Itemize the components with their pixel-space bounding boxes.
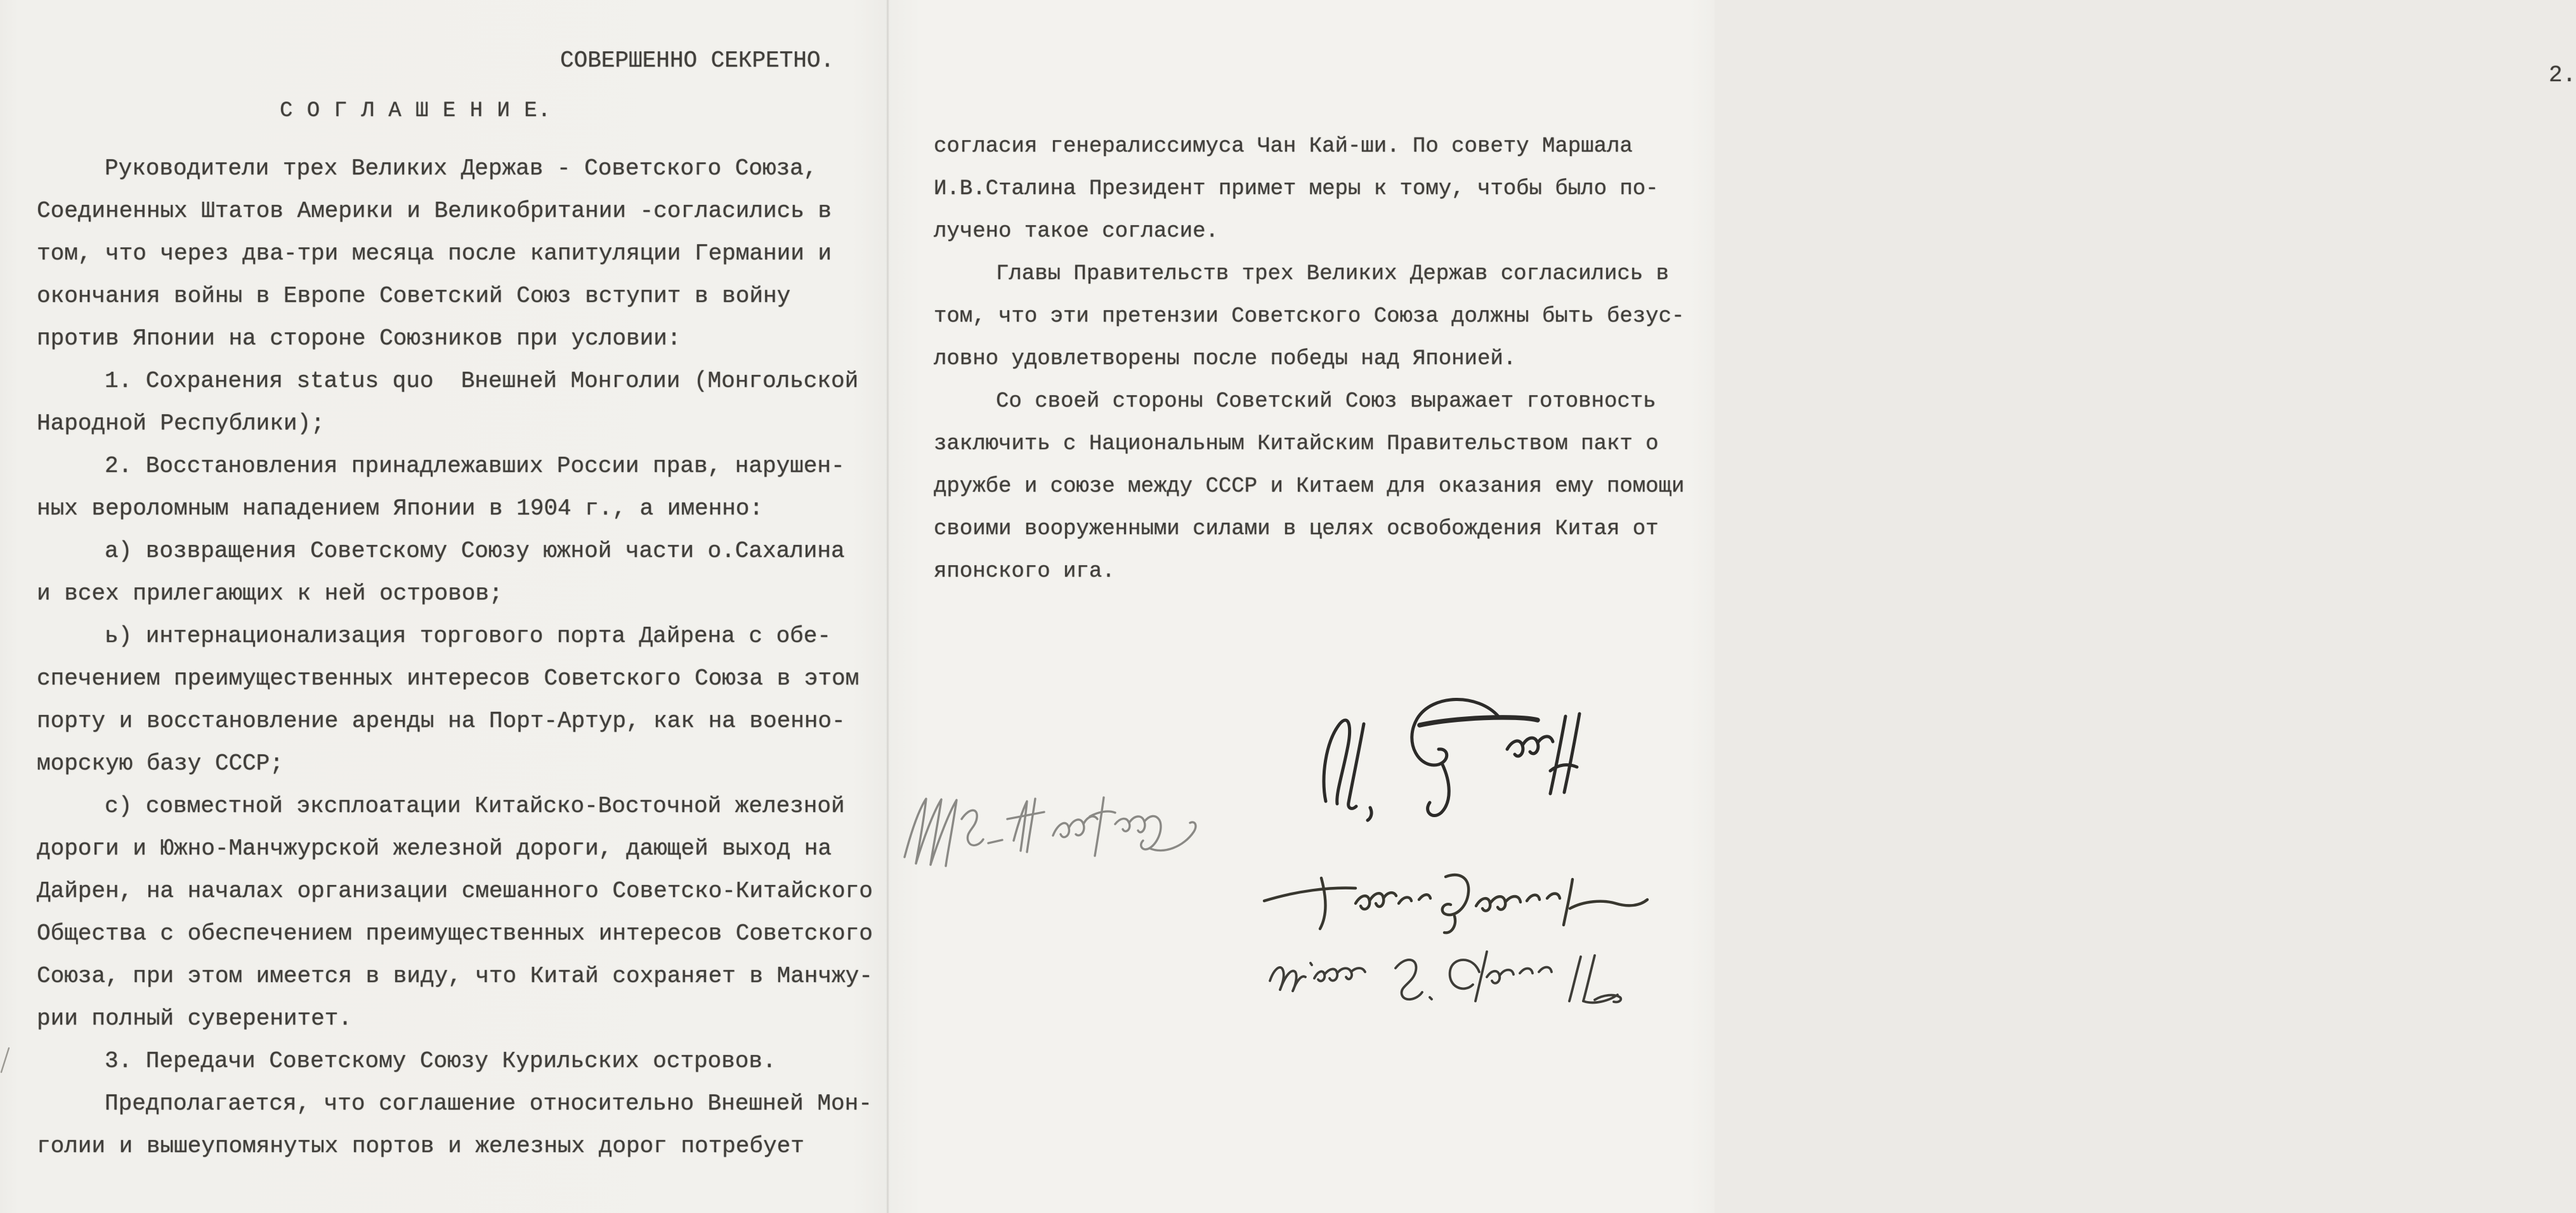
- text-line: Дайрен, на началах организации смешанного Советско-Китайского: [37, 878, 873, 904]
- text-line: 2. Восстановления принадлежавших России прав, нарушен-: [105, 453, 845, 479]
- text-line: с) совместной эксплоатации Китайско-Восточной железной: [105, 793, 845, 819]
- text-line: дороги и Южно-Манчжурской железной дороги, дающей выход на: [37, 836, 832, 862]
- text-line: окончания войны в Европе Советский Союз вступит в войну: [37, 283, 791, 309]
- text-line: том, что через два-три месяца после капитуляции Германии и: [37, 240, 832, 266]
- text-line: своими вооруженными силами в целях освобождения Китая от: [934, 517, 1659, 541]
- stalin-signature: [1308, 688, 1597, 850]
- text-line: Соединенных Штатов Америки и Великобритании -согласились в: [37, 198, 832, 224]
- text-line: ных вероломным нападением Японии в 1904 г., а именно:: [37, 495, 763, 521]
- text-line: а) возвращения Советскому Союзу южной части о.Сахалина: [105, 538, 845, 564]
- text-line: И.В.Сталина Президент примет меры к тому, чтобы было по-: [934, 177, 1659, 201]
- page-number: 2.: [2549, 62, 2576, 88]
- text-line: Со своей стороны Советский Союз выражает готовность: [996, 390, 1656, 414]
- roosevelt-signature: [1259, 869, 1659, 942]
- edge-pencil-mark: [0, 1044, 13, 1075]
- churchill-signature: [1262, 938, 1662, 1014]
- text-line: том, что эти претензии Советского Союза должны быть безус-: [934, 305, 1685, 329]
- text-line: дружбе и союзе между СССР и Китаем для оказания ему помощи: [934, 475, 1685, 499]
- text-line: голии и вышеупомянутых портов и железных дорог потребует: [37, 1133, 804, 1159]
- page-2: [888, 0, 2576, 1213]
- page-seam: [886, 0, 889, 1213]
- text-line: Руководители трех Великих Держав - Советского Союза,: [105, 155, 818, 181]
- page-1: [0, 0, 888, 1213]
- text-line: порту и восстановление аренды на Порт-Артур, как на военно-: [37, 708, 846, 734]
- text-line: ловно удовлетворены после победы над Японией.: [934, 347, 1517, 371]
- text-line: лучено такое согласие.: [934, 220, 1219, 244]
- text-line: 3. Передачи Советскому Союзу Курильских островов.: [105, 1048, 776, 1074]
- text-line: Предполагается, что соглашение относительно Внешней Мон-: [105, 1091, 872, 1117]
- text-line: Народной Республики);: [37, 410, 325, 436]
- text-line: японского ига.: [934, 560, 1115, 584]
- text-line: морскую базу СССР;: [37, 751, 284, 777]
- text-line: против Японии на стороне Союзников при условии:: [37, 325, 681, 351]
- text-line: 1. Сохранения status quo Внешней Монголии (Монгольской: [105, 368, 859, 394]
- text-line: и всех прилегающих к ней островов;: [37, 580, 503, 606]
- text-line: ь) интернационализация торгового порта Дайрена с обе-: [105, 623, 831, 649]
- text-line: спечением преимущественных интересов Советского Союза в этом: [37, 666, 860, 692]
- document-title: С О Г Л А Ш Е Н И Е.: [280, 99, 552, 123]
- text-line: заключить с Национальным Китайским Правительством пакт о: [934, 432, 1659, 456]
- text-line: Главы Правительств трех Великих Держав согласились в: [996, 262, 1669, 286]
- text-line: Союза, при этом имеется в виду, что Китай сохраняет в Манчжу-: [37, 963, 873, 989]
- text-line: рии полный суверенитет.: [37, 1006, 352, 1032]
- date-inscription-pencil: [901, 782, 1212, 877]
- classification-stamp: СОВЕРШЕННО СЕКРЕТНО.: [560, 48, 835, 74]
- text-line: согласия генералиссимуса Чан Кай-ши. По совету Маршала: [934, 134, 1633, 159]
- text-line: Общества с обеспечением преимущественных интересов Советского: [37, 921, 873, 947]
